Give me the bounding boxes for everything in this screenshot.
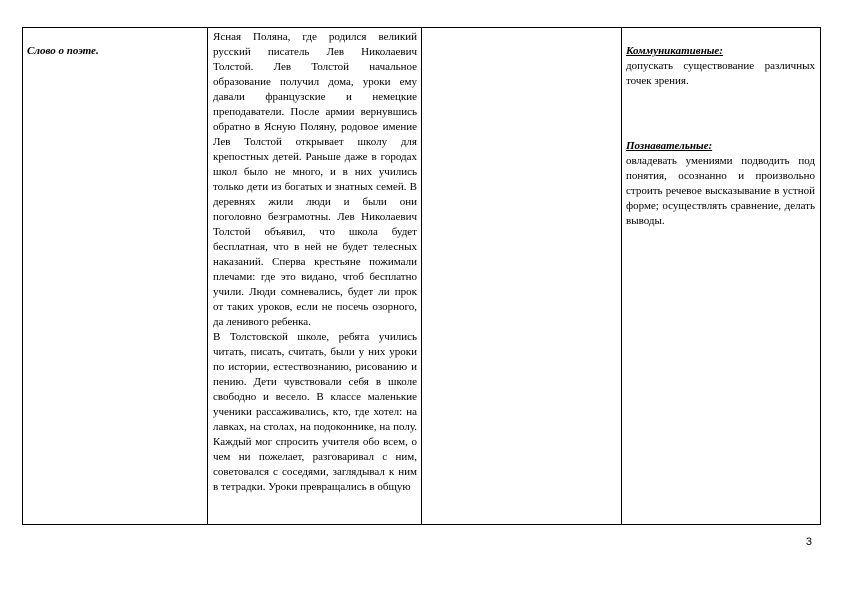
skill-text: допускать существование различных точек зрения. bbox=[626, 60, 815, 87]
skill-block-communicative bbox=[626, 44, 815, 89]
story-paragraph: В Толстовской школе, ребята учились читать, писать, считать, были у них уроки по истории, естествознанию, рисованию и пению. Дети чувствовали себя в школе свободно и весело. В классе маленькие ученики рассаживались, кто, где хотел: на лавках, на столах, на подоконнике, на полу. Каждый мог спросить учителя обо всем, о чем ни пожелает, разговаривал с ним, советовался с соседями, заглядывал к ним в тетрадки. Уроки превращались в общую bbox=[213, 331, 417, 493]
lesson-table bbox=[22, 27, 821, 525]
skill-title: Коммуникативные: bbox=[626, 45, 723, 57]
skills-cell bbox=[622, 28, 821, 525]
skills-list bbox=[622, 28, 820, 229]
skill-text: овладевать умениями подводить под понятия, осознанно и произвольно строить речевое высказывание в устной форме; осуществлять сравнение, делать выводы. bbox=[626, 155, 815, 227]
table-row bbox=[23, 28, 821, 525]
page-number: 3 bbox=[805, 536, 812, 548]
story-paragraph: Ясная Поляна, где родился великий русский писатель Лев Николаевич Толстой. Лев Толстой начальное образование получил дома, уроки ему давали французские и немецкие преподаватели. После армии вернувшись обратно в Ясную Поляну, родовое имение Лев Толстой открывает школу для крепостных детей. Раньше даже в городах школ было не много, и в них учились только дети из богатых и знатных семей. В деревнях жили люди и были они поголовно безграмотны. Лев Николаевич Толстой объявил, что школа будет бесплатная, что в ней не будет телесных наказаний. Сперва крестьяне пожимали плечами: где это видано, чтоб бесплатно учили. Люди сомневались, будет ли прок от таких уроков, если не посечь озорного, да ленивого ребенка. bbox=[213, 31, 417, 328]
skill-title: Познавательные: bbox=[626, 140, 713, 152]
story-text bbox=[208, 28, 421, 524]
story-cell bbox=[208, 28, 422, 525]
section-label: Слово о поэте. bbox=[27, 45, 99, 57]
empty-cell bbox=[422, 28, 622, 525]
stage-cell bbox=[23, 28, 208, 525]
skill-block-cognitive bbox=[626, 139, 815, 229]
